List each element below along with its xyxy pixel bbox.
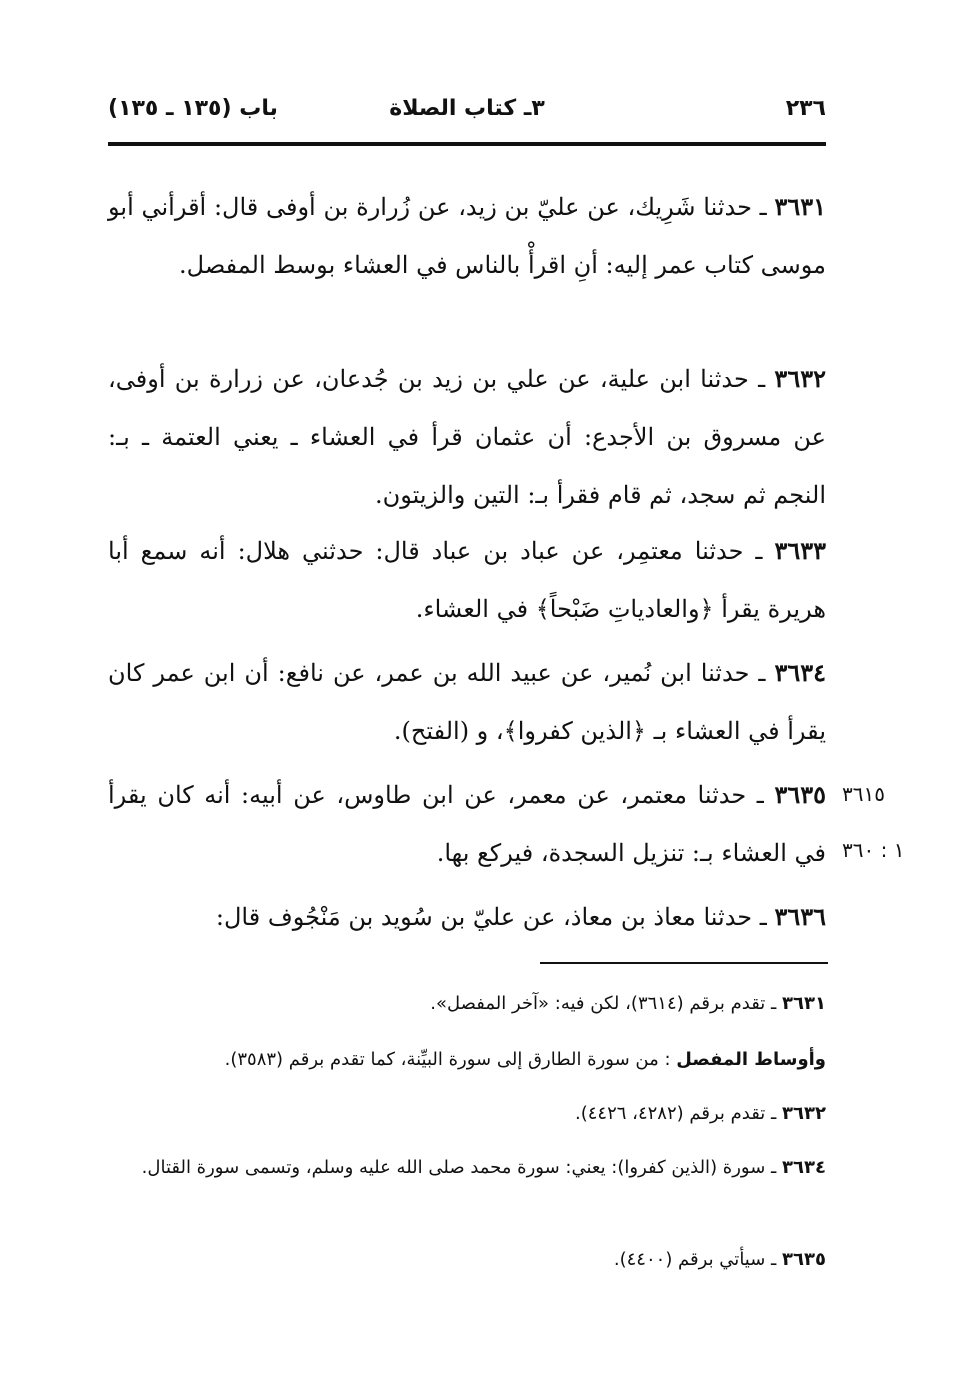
footnote-number: ٣٦٣٢ xyxy=(782,1103,826,1124)
page-header xyxy=(108,92,826,134)
hadith-text: ـ حدثنا معتمر، عن معمر، عن ابن طاوس، عن أبيه: أنه كان يقرأ في العشاء بـ: تنزيل السجدة، فيركع بها. xyxy=(108,781,826,867)
footnote-text: ـ سيأتي برقم (٤٤٠٠). xyxy=(613,1249,777,1270)
footnote-number: ٣٦٣١ xyxy=(782,993,826,1014)
hadith-number: ٣٦٣٤ xyxy=(774,658,826,687)
margin-reference: ٣٦١٥ xyxy=(842,782,885,806)
footnote xyxy=(108,984,826,1024)
page-number: ٢٣٦ xyxy=(785,96,826,121)
hadith-paragraph xyxy=(108,766,826,882)
footnote xyxy=(108,1094,826,1134)
book-title: ٣ـ كتاب الصلاة xyxy=(389,96,545,121)
footnote-term: وأوساط المفصل xyxy=(676,1049,826,1070)
hadith-text: ـ حدثنا معاذ بن معاذ، عن عليّ بن سُويد بن مَنْجُوف قال: xyxy=(215,903,767,931)
footnote xyxy=(108,1148,826,1188)
hadith-number: ٣٦٣٦ xyxy=(774,902,826,931)
hadith-text: ـ حدثنا ابن علية، عن علي بن زيد بن جُدعان، عن زرارة بن أوفى، عن مسروق بن الأجدع: أن عثمان قرأ في العشاء ـ يعني العتمة ـ بـ: النجم ثم سجد، ثم قام فقرأ بـ: التين والزيتون. xyxy=(108,365,826,509)
hadith-text: ـ حدثنا شَرِيك، عن عليّ بن زيد، عن زُرارة بن أوفى قال: أقرأني أبو موسى كتاب عمر إليه: أنِ اقرأْ بالناس في العشاء بوسط المفصل. xyxy=(108,193,826,279)
hadith-number: ٣٦٣٥ xyxy=(774,780,826,809)
footnote-number: ٣٦٣٤ xyxy=(782,1157,826,1178)
hadith-paragraph xyxy=(108,644,826,760)
footnote-number: ٣٦٣٥ xyxy=(782,1249,826,1270)
margin-reference: ١ : ٣٦٠ xyxy=(842,838,905,862)
hadith-paragraph xyxy=(108,178,826,294)
hadith-number: ٣٦٣٣ xyxy=(774,536,826,565)
hadith-text: ـ حدثنا ابن نُمير، عن عبيد الله بن عمر، عن نافع: أن ابن عمر كان يقرأ في العشاء بـ ﴿الذين كفروا﴾، و (الفتح). xyxy=(108,659,826,745)
footnote-text: : من سورة الطارق إلى سورة البيِّنة، كما تقدم برقم (٣٥٨٣). xyxy=(224,1049,671,1070)
hadith-paragraph xyxy=(108,350,826,524)
hadith-text: ـ حدثنا معتمِر، عن عباد بن عباد قال: حدثني هلال: أنه سمع أبا هريرة يقرأ ﴿والعادياتِ ضَبْحاً﴾ في العشاء. xyxy=(108,537,826,623)
header-rule xyxy=(108,142,826,146)
chapter-range: باب (١٣٥ ـ ١٣٥) xyxy=(108,96,278,121)
footnote-text: ـ تقدم برقم (٣٦١٤)، لكن فيه: «آخر المفصل». xyxy=(430,993,777,1014)
footnote-rule xyxy=(540,962,828,964)
hadith-number: ٣٦٣١ xyxy=(774,192,826,221)
footnote xyxy=(108,1240,826,1280)
hadith-paragraph xyxy=(108,522,826,638)
footnote-text: ـ سورة (الذين كفروا): يعني: سورة محمد صلى الله عليه وسلم، وتسمى سورة القتال. xyxy=(141,1157,777,1178)
footnote xyxy=(108,1040,826,1080)
hadith-number: ٣٦٣٢ xyxy=(774,364,826,393)
hadith-paragraph xyxy=(108,888,826,946)
footnote-text: ـ تقدم برقم (٤٢٨٢، ٤٤٢٦). xyxy=(574,1103,777,1124)
